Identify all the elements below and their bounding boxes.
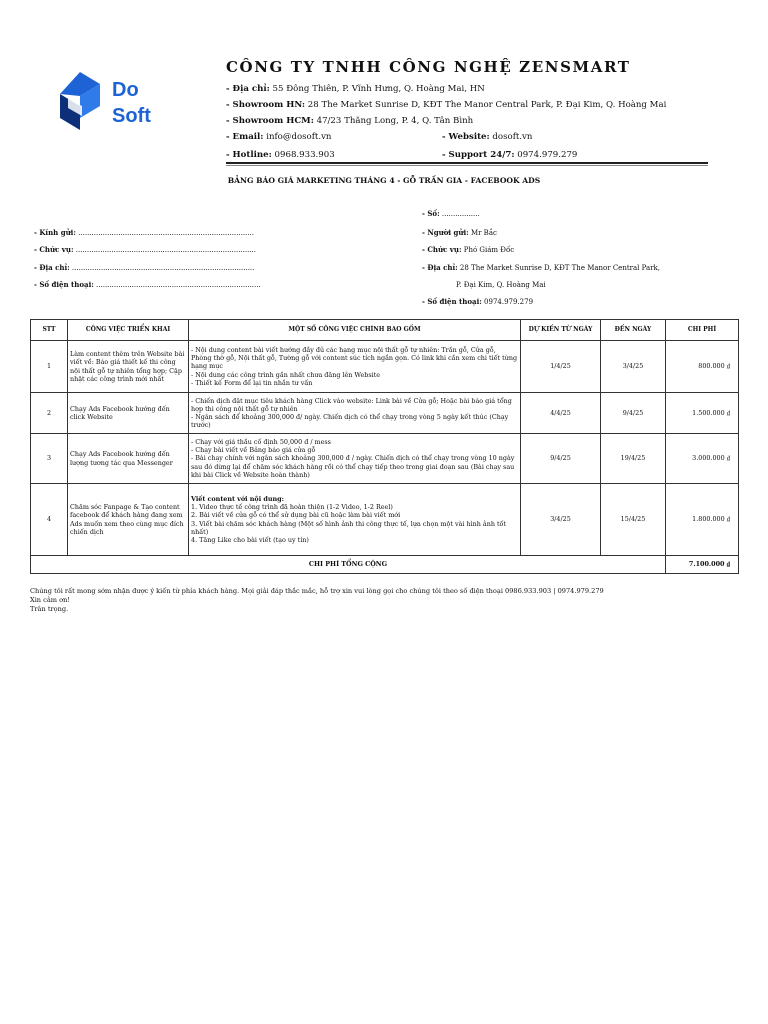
company-support: - Support 24/7: 0974.979.279 [442, 150, 578, 160]
detail-line: - Bài chạy chính với ngân sách khoảng 300,000 đ / ngày. Chiến dịch có thể chạy trong vòng 10 ngày sau đó dừng lại để chăm sóc khách hàng rồi có thể chạy tiếp theo trong giai đoạn sau (Bài chạy sau khi bài Click về Website hoàn thành) [191, 454, 515, 479]
sender-position: - Chức vụ: Phó Giám Đốc [422, 245, 515, 254]
row-cost: 3.000.000 ₫ [666, 434, 739, 484]
footer-message: Chúng tôi rất mong sớm nhận được ý kiến từ phía khách hàng. Mọi giải đáp thắc mắc, hỗ trợ xin vui lòng gọi cho chúng tôi theo số điện thoại 0986.933.903 | 0974.979.279 [30, 587, 604, 595]
row-task: Chạy Ads Facebook hướng đến click Website [68, 393, 189, 434]
detail-line: - Nội dung content bài viết hướng đầy đủ các hạng mục nội thất gỗ tự nhiên: Trần gỗ, Cửa gỗ, Phòng thờ gỗ, Nội thất gỗ, Tường gỗ với content súc tích ngắn gọn. Có link khi cần xem chi tiết từng hạng mục [191, 345, 518, 371]
row-end-date: 3/4/25 [601, 341, 666, 393]
showroom-hn: - Showroom HN: 28 The Market Sunrise D, KĐT The Manor Central Park, P. Đại Kim, Q. Hoàng Mai [226, 100, 667, 110]
row-details [189, 341, 521, 393]
table-row [31, 393, 739, 434]
header-task: CÔNG VIỆC TRIỂN KHAI [68, 320, 189, 341]
recipient-position: - Chức vụ: ................................................................................. [34, 245, 257, 254]
row-cost: 1.800.000 ₫ [666, 484, 739, 556]
company-name: CÔNG TY TNHH CÔNG NGHỆ ZENSMART [226, 58, 631, 76]
detail-line: 3. Viết bài chăm sóc khách hàng (Một số hình ảnh thi công thực tế, lựa chọn một vài hình ảnh tốt nhất) [191, 519, 507, 536]
row-stt: 1 [31, 341, 68, 393]
total-row [31, 556, 739, 574]
logo-text-bottom: Soft [112, 105, 151, 127]
row-task: Chăm sóc Fanpage & Tạo content facebook để khách hàng đang xem Ads muốn xem theo cùng mục đích chiến dịch [68, 484, 189, 556]
recipient-phone: - Số điện thoại: .......................................................................... [34, 280, 261, 289]
header-start-date: DỰ KIẾN TỪ NGÀY [521, 320, 601, 341]
row-task: Chạy Ads Facebook hướng đến lượng tương tác qua Messenger [68, 434, 189, 484]
recipient-address: - Địa chỉ: .................................................................................. [34, 263, 255, 272]
row-cost: 1.500.000 ₫ [666, 393, 739, 434]
table-row [31, 341, 739, 393]
row-start-date: 3/4/25 [521, 484, 601, 556]
logo-text-top: Do [112, 79, 139, 101]
company-email: - Email: info@dosoft.vn [226, 132, 332, 142]
header-details: MỘT SỐ CÔNG VIỆC CHÍNH BAO GỒM [189, 320, 521, 341]
detail-line: 1. Video thực tế công trình đã hoàn thiện (1-2 Video, 1-2 Reel) [191, 503, 393, 512]
total-label: CHI PHÍ TỔNG CỘNG [31, 556, 666, 574]
detail-line: 4. Tăng Like cho bài viết (tạo uy tín) [191, 535, 309, 544]
header-divider-thin [226, 165, 708, 166]
header-end-date: ĐẾN NGÀY [601, 320, 666, 341]
footer-regards: Trân trọng. [30, 605, 69, 613]
sender-name: - Người gửi: Mr Bắc [422, 228, 497, 237]
total-value: 7.100.000 ₫ [666, 556, 739, 574]
dosoft-logo-icon [60, 72, 172, 130]
detail-line: - Thiết kế Form để lại tin nhắn tư vấn [191, 378, 313, 387]
detail-line: - Ngân sách để khoảng 300,000 đ/ ngày. Chiến dịch có thể chạy trong vòng 5 ngày kết thúc (Chạy trước) [191, 413, 509, 430]
sender-address-line2: P. Đại Kim, Q. Hoàng Mai [456, 281, 546, 289]
detail-heading: Viết content với nội dung: [191, 494, 284, 503]
company-address: - Địa chỉ: 55 Đông Thiên, P. Vĩnh Hưng, Q. Hoàng Mai, HN [226, 84, 485, 94]
row-end-date: 19/4/25 [601, 434, 666, 484]
header-stt: STT [31, 320, 68, 341]
row-details [189, 484, 521, 556]
detail-line: - Chiến dịch đặt mục tiêu khách hàng Click vào website: Link bài về Cửa gỗ; Hoặc bài báo giá tổng hợp thi công nội thất gỗ tự nhiên [191, 396, 512, 413]
sender-address: - Địa chỉ: 28 The Market Sunrise D, KĐT The Manor Central Park, [422, 263, 661, 272]
row-end-date: 9/4/25 [601, 393, 666, 434]
document-title: BẢNG BÁO GIÁ MARKETING THÁNG 4 - GỖ TRẦN GIA - FACEBOOK ADS [227, 176, 541, 185]
table-header-row [31, 320, 739, 341]
company-hotline: - Hotline: 0968.933.903 [226, 150, 335, 160]
showroom-hcm: - Showroom HCM: 47/23 Thăng Long, P. 4, Q. Tân Bình [226, 116, 474, 126]
row-task: Làm content thêm trên Website bài viết về: Báo giá thiết kế thi công nội thất gỗ tự nhiên tổng hợp; Cập nhật các công trình mới nhất [68, 341, 189, 393]
detail-line: - Chạy bài viết về Bảng báo giá cửa gỗ [191, 446, 316, 455]
detail-line: - Chạy với giá thầu cố định 50,000 đ / mess [191, 437, 331, 446]
table-row [31, 434, 739, 484]
row-start-date: 9/4/25 [521, 434, 601, 484]
row-stt: 3 [31, 434, 68, 484]
row-details [189, 393, 521, 434]
header-cost: CHI PHÍ [666, 320, 739, 341]
detail-line: - Nội dung các công trình gần nhất chưa đăng lên Website [191, 370, 381, 379]
row-start-date: 1/4/25 [521, 341, 601, 393]
company-website: - Website: dosoft.vn [442, 132, 533, 142]
row-stt: 4 [31, 484, 68, 556]
company-logo [60, 72, 172, 130]
table-row [31, 484, 739, 556]
row-details [189, 434, 521, 484]
quote-number: - Số: ................. [422, 209, 480, 218]
row-end-date: 15/4/25 [601, 484, 666, 556]
quotation-table [30, 319, 739, 574]
detail-line: 2. Bài viết về cửa gỗ có thể sử dụng bài cũ hoặc làm bài viết mới [191, 511, 401, 520]
sender-phone: - Số điện thoại: 0974.979.279 [422, 297, 534, 306]
row-stt: 2 [31, 393, 68, 434]
header-divider [226, 162, 708, 164]
recipient-to: - Kính gửi: ............................................................................... [34, 228, 254, 237]
footer-thanks: Xin cảm ơn! [30, 596, 70, 604]
row-cost: 800.000 ₫ [666, 341, 739, 393]
row-start-date: 4/4/25 [521, 393, 601, 434]
